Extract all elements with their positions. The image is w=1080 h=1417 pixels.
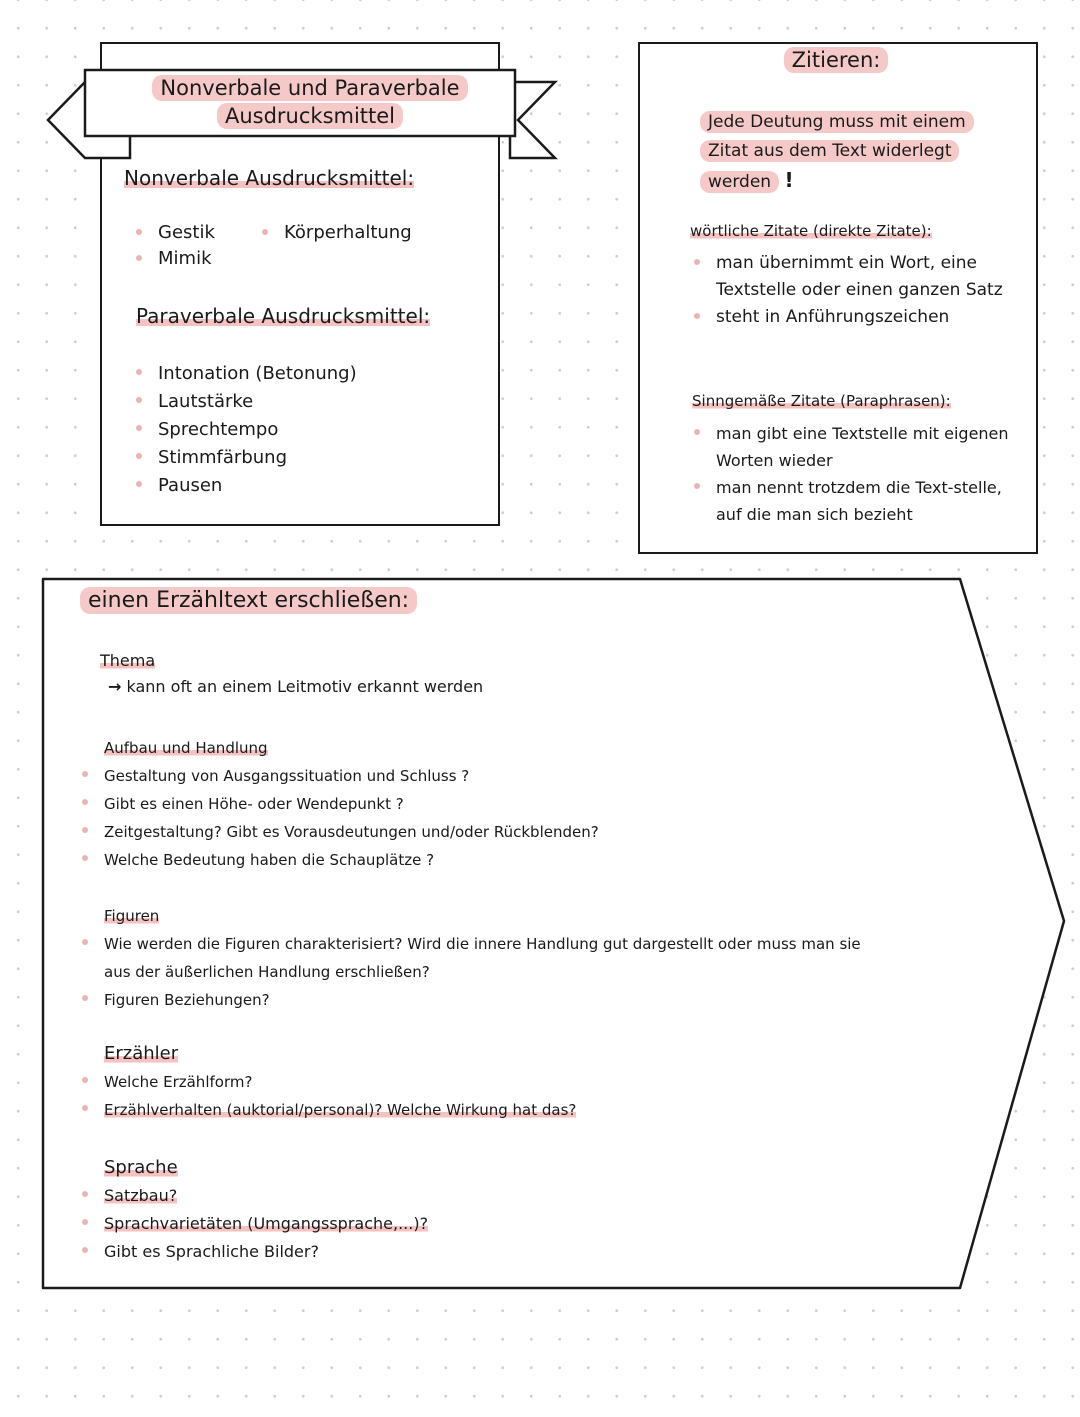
paraverbal-heading-text: Paraverbale Ausdrucksmittel: <box>136 304 431 328</box>
list-item: Körperhaltung <box>284 220 412 246</box>
paraverbal-heading <box>136 304 430 328</box>
thema-text: kann oft an einem Leitmotiv erkannt werden <box>126 677 484 696</box>
list-item: Gibt es Sprachliche Bilder? <box>104 1238 704 1266</box>
indirect-quotes-list <box>716 420 1016 528</box>
nonverbal-list <box>158 220 215 272</box>
list-item: Pausen <box>158 472 357 500</box>
list-item: Intonation (Betonung) <box>158 360 357 388</box>
list-item: Erzählverhalten (auktorial/personal)? Welche Wirkung hat das? <box>104 1096 804 1124</box>
list-item: man übernimmt ein Wort, eine Textstelle oder einen ganzen Satz <box>716 250 1006 304</box>
list-item: Satzbau? <box>104 1182 704 1210</box>
list-item: Gibt es einen Höhe- oder Wendepunkt ? <box>104 790 784 818</box>
list-item: Zeitgestaltung? Gibt es Vorausdeutungen und/oder Rückblenden? <box>104 818 784 846</box>
section-erzaehler <box>104 1040 804 1124</box>
paraverbal-list <box>158 360 357 500</box>
nonverbal-heading <box>124 166 414 190</box>
list-item: Sprachvarietäten (Umgangssprache,...)? <box>104 1210 704 1238</box>
section-thema <box>100 648 483 700</box>
nonverbal-heading-text: Nonverbale Ausdrucksmittel: <box>124 166 415 190</box>
list-item: Stimmfärbung <box>158 444 357 472</box>
list-item: steht in Anführungszeichen <box>716 304 1006 331</box>
zitieren-title-text: Zitieren: <box>784 47 889 73</box>
nonverbal-list-col2 <box>284 220 412 246</box>
direct-quotes-list <box>716 250 1006 331</box>
list-item: Sprechtempo <box>158 416 357 444</box>
arrow-right-icon: → <box>108 677 122 696</box>
indirect-heading-text: Sinngemäße Zitate (Paraphrasen): <box>692 392 951 410</box>
aufbau-heading: Aufbau und Handlung <box>104 739 268 757</box>
list-item: man nennt trotzdem die Text-stelle, auf die man sich bezieht <box>716 474 1016 528</box>
list-item: Mimik <box>158 246 215 272</box>
list-item: Gestik <box>158 220 215 246</box>
figuren-heading: Figuren <box>104 907 160 925</box>
list-item: Figuren Beziehungen? <box>104 986 874 1014</box>
zitieren-intro: Jede Deutung muss mit einem Zitat aus dem Text widerlegt werden ! <box>700 108 1020 197</box>
zitieren-title <box>638 48 1034 72</box>
list-item: Gestaltung von Ausgangssituation und Schluss ? <box>104 762 784 790</box>
exclamation-icon: ! <box>784 168 794 192</box>
title-line-2: Ausdrucksmittel <box>217 103 403 129</box>
thema-heading: Thema <box>100 651 156 670</box>
list-item: Welche Erzählform? <box>104 1068 804 1096</box>
direct-heading-text: wörtliche Zitate (direkte Zitate): <box>690 222 932 240</box>
direct-quotes-heading <box>690 222 932 240</box>
list-item: Welche Bedeutung haben die Schauplätze ? <box>104 846 784 874</box>
section-aufbau <box>104 734 784 874</box>
ribbon-title <box>90 74 530 130</box>
list-item: Wie werden die Figuren charakterisiert? Wird die innere Handlung gut dargestellt oder muss man sie aus der äußerlichen Handlung erschließen? <box>104 930 874 986</box>
list-item: Lautstärke <box>158 388 357 416</box>
indirect-quotes-heading <box>692 392 951 410</box>
erzaehltext-title-text: einen Erzähltext erschließen: <box>80 587 417 614</box>
erzaehler-heading: Erzähler <box>104 1043 179 1064</box>
sprache-heading: Sprache <box>104 1157 178 1178</box>
section-sprache <box>104 1154 704 1266</box>
erzaehltext-title <box>80 588 417 613</box>
section-figuren <box>104 902 874 1014</box>
list-item: man gibt eine Textstelle mit eigenen Worten wieder <box>716 420 1016 474</box>
title-line-1: Nonverbale und Paraverbale <box>152 75 467 101</box>
